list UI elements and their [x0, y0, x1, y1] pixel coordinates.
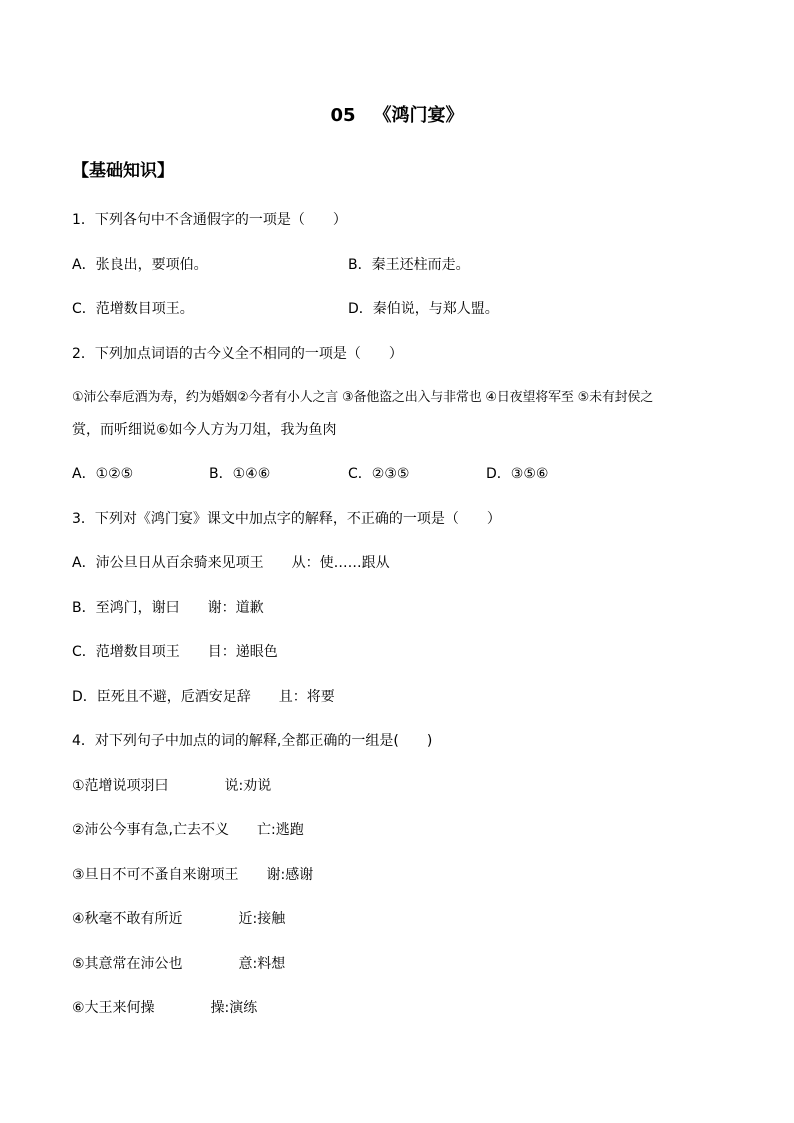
- q3-stem: 3．下列对《鸿门宴》课文中加点字的解释，不正确的一项是（ ）: [72, 511, 501, 527]
- title-text: 《鸿门宴》: [373, 105, 464, 126]
- q2-stem: 2．下列加点词语的古今义全不相同的一项是（ ）: [72, 346, 403, 362]
- q4-item-5: ⑤其意常在沛公也 意:料想: [72, 956, 286, 972]
- q4-item-4: ④秋毫不敢有所近 近:接触: [72, 911, 286, 927]
- q2-option-d: D．③⑤⑥: [486, 466, 549, 482]
- q2-option-b: B．①④⑥: [209, 466, 271, 482]
- title-number: 05: [330, 105, 356, 126]
- q2-option-c: C．②③⑤: [348, 466, 410, 482]
- q4-item-2: ②沛公今事有急,亡去不义 亡:逃跑: [72, 822, 304, 838]
- q2-items-line1: ①沛公奉卮酒为寿，约为婚姻②今者有小人之言 ③备他盗之出入与非常也 ④日夜望将军至 ⑤未有封侯之: [72, 390, 654, 405]
- q1-option-a: A．张良出，要项伯。: [72, 257, 208, 273]
- page-title: [0, 104, 794, 128]
- q1-stem: 1．下列各句中不含通假字的一项是（ ）: [72, 212, 347, 228]
- q1-option-c: C．范增数目项王。: [72, 301, 194, 317]
- q2-items-line2: 赏，而听细说⑥如今人方为刀俎，我为鱼肉: [72, 422, 337, 438]
- q3-option-c: C．范增数目项王 目：递眼色: [72, 644, 278, 660]
- q4-stem: 4．对下列句子中加点的词的解释,全都正确的一组是( ): [72, 733, 433, 749]
- q4-item-3: ③旦日不可不蚤自来谢项王 谢:感谢: [72, 867, 314, 883]
- q1-option-b: B．秦王还柱而走。: [348, 257, 470, 273]
- q2-option-a: A．①②⑤: [72, 466, 134, 482]
- q4-item-1: ①范增说项羽曰 说:劝说: [72, 778, 272, 794]
- q4-item-6: ⑥大王来何操 操:演练: [72, 1000, 258, 1016]
- section-heading: 【基础知识】: [72, 161, 174, 181]
- q3-option-d: D．臣死且不避，卮酒安足辞 且：将要: [72, 689, 335, 705]
- q3-option-a: A．沛公旦日从百余骑来见项王 从：使……跟从: [72, 555, 390, 571]
- q3-option-b: B．至鸿门，谢曰 谢：道歉: [72, 600, 264, 616]
- q1-option-d: D．秦伯说，与郑人盟。: [348, 301, 499, 317]
